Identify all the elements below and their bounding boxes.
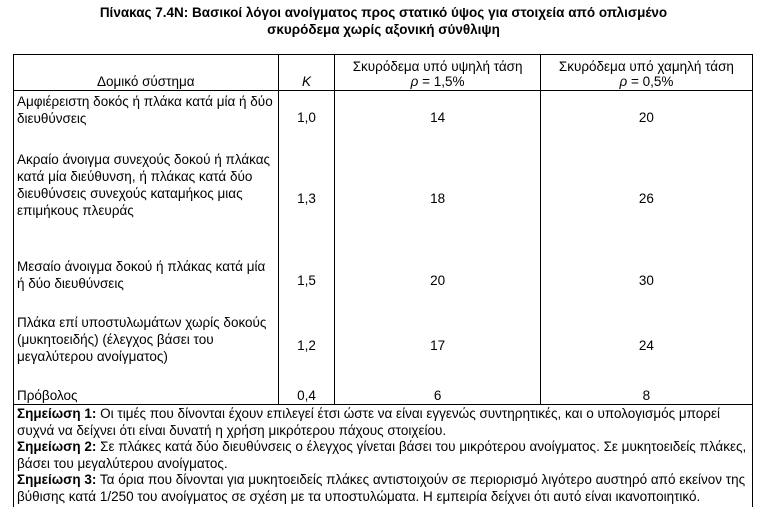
notes-row — [14, 405, 753, 508]
header-high-stress — [335, 55, 540, 91]
note-2 — [17, 439, 749, 472]
cell-structural-system: Πρόβολος — [14, 384, 279, 405]
cell-structural-system: Πλάκα επί υποστυλωμάτων χωρίς δοκούς (μυκητοειδής) (έλεγχος βάσει του μεγαλύτερου ανοίγματος) — [14, 310, 279, 384]
header-k: K — [278, 55, 335, 91]
note-3-text: Τα όρια που δίνονται για μυκητοειδείς πλάκες αντιστοιχούν σε περιορισμό λιγότερο αυστηρό από εκείνον της βύθισης κατά 1/250 του ανοίγματος σε σχέση με τα υποστυλώματα. Η εμπειρία δείχνει ότι αυτό είναι ικανοποιητικό. — [17, 472, 746, 504]
cell-low-stress: 26 — [540, 147, 752, 254]
header-high-stress-value: = 1,5% — [418, 74, 465, 89]
cell-high-stress: 18 — [335, 147, 540, 254]
header-high-stress-rho: ρ — [410, 74, 419, 89]
table-caption — [0, 4, 767, 38]
cell-high-stress: 17 — [335, 310, 540, 384]
cell-k: 1,5 — [278, 254, 335, 310]
table-row — [14, 147, 753, 254]
cell-low-stress: 8 — [540, 384, 752, 405]
header-low-stress-value: = 0,5% — [627, 74, 674, 89]
header-structural-system: Δομικό σύστημα — [14, 55, 279, 91]
cell-high-stress: 14 — [335, 91, 540, 148]
header-low-stress-label: Σκυρόδεμα υπό χαμηλή τάση — [558, 59, 734, 74]
notes-cell — [14, 405, 753, 508]
table-row — [14, 384, 753, 405]
note-2-label: Σημείωση 2: — [17, 439, 97, 454]
cell-high-stress: 20 — [335, 254, 540, 310]
header-high-stress-label: Σκυρόδεμα υπό υψηλή τάση — [352, 59, 523, 74]
cell-structural-system: Αμφιέρειστη δοκός ή πλάκα κατά μία ή δύο διευθύνσεις — [14, 91, 279, 148]
table-row — [14, 254, 753, 310]
header-low-stress-rho: ρ — [619, 74, 628, 89]
cell-k: 0,4 — [278, 384, 335, 405]
cell-k: 1,0 — [278, 91, 335, 148]
caption-line-1: Πίνακας 7.4Ν: Βασικοί λόγοι ανοίγματος προς στατικό ύψος για στοιχεία από οπλισμένο — [99, 5, 668, 20]
span-depth-ratio-table — [13, 54, 753, 507]
cell-structural-system: Ακραίο άνοιγμα συνεχούς δοκού ή πλάκας κατά μία διεύθυνση, ή πλάκας κατά δύο διευθύνσεις συνεχούς καταμήκος μιας επιμήκους πλευράς — [14, 147, 279, 254]
header-low-stress — [540, 55, 752, 91]
note-1-label: Σημείωση 1: — [17, 406, 97, 421]
caption-line-2: σκυρόδεμα χωρίς αξονική σύνθλιψη — [267, 22, 500, 37]
cell-structural-system: Μεσαίο άνοιγμα δοκού ή πλάκας κατά μία ή δύο διευθύνσεις — [14, 254, 279, 310]
table-header-row — [14, 55, 753, 91]
note-3 — [17, 472, 749, 505]
cell-low-stress: 24 — [540, 310, 752, 384]
note-1 — [17, 406, 749, 439]
note-1-text: Οι τιμές που δίνονται έχουν επιλεγεί έτσι ώστε να είναι εγγενώς συντηρητικές, και ο υπολογισμός μπορεί συχνά να δείχνει ότι είναι δυνατή η χρήση μικρότερου πάχους στοιχείου. — [17, 406, 720, 438]
cell-k: 1,2 — [278, 310, 335, 384]
note-3-label: Σημείωση 3: — [17, 472, 97, 487]
note-2-text: Σε πλάκες κατά δύο διευθύνσεις ο έλεγχος γίνεται βάσει του μικρότερου ανοίγματος. Σε μυκητοειδείς πλάκες, βάσει του μεγαλύτερου ανοίγματος. — [17, 439, 747, 471]
cell-low-stress: 30 — [540, 254, 752, 310]
cell-k: 1,3 — [278, 147, 335, 254]
table-row — [14, 310, 753, 384]
cell-high-stress: 6 — [335, 384, 540, 405]
table-row — [14, 91, 753, 148]
cell-low-stress: 20 — [540, 91, 752, 148]
